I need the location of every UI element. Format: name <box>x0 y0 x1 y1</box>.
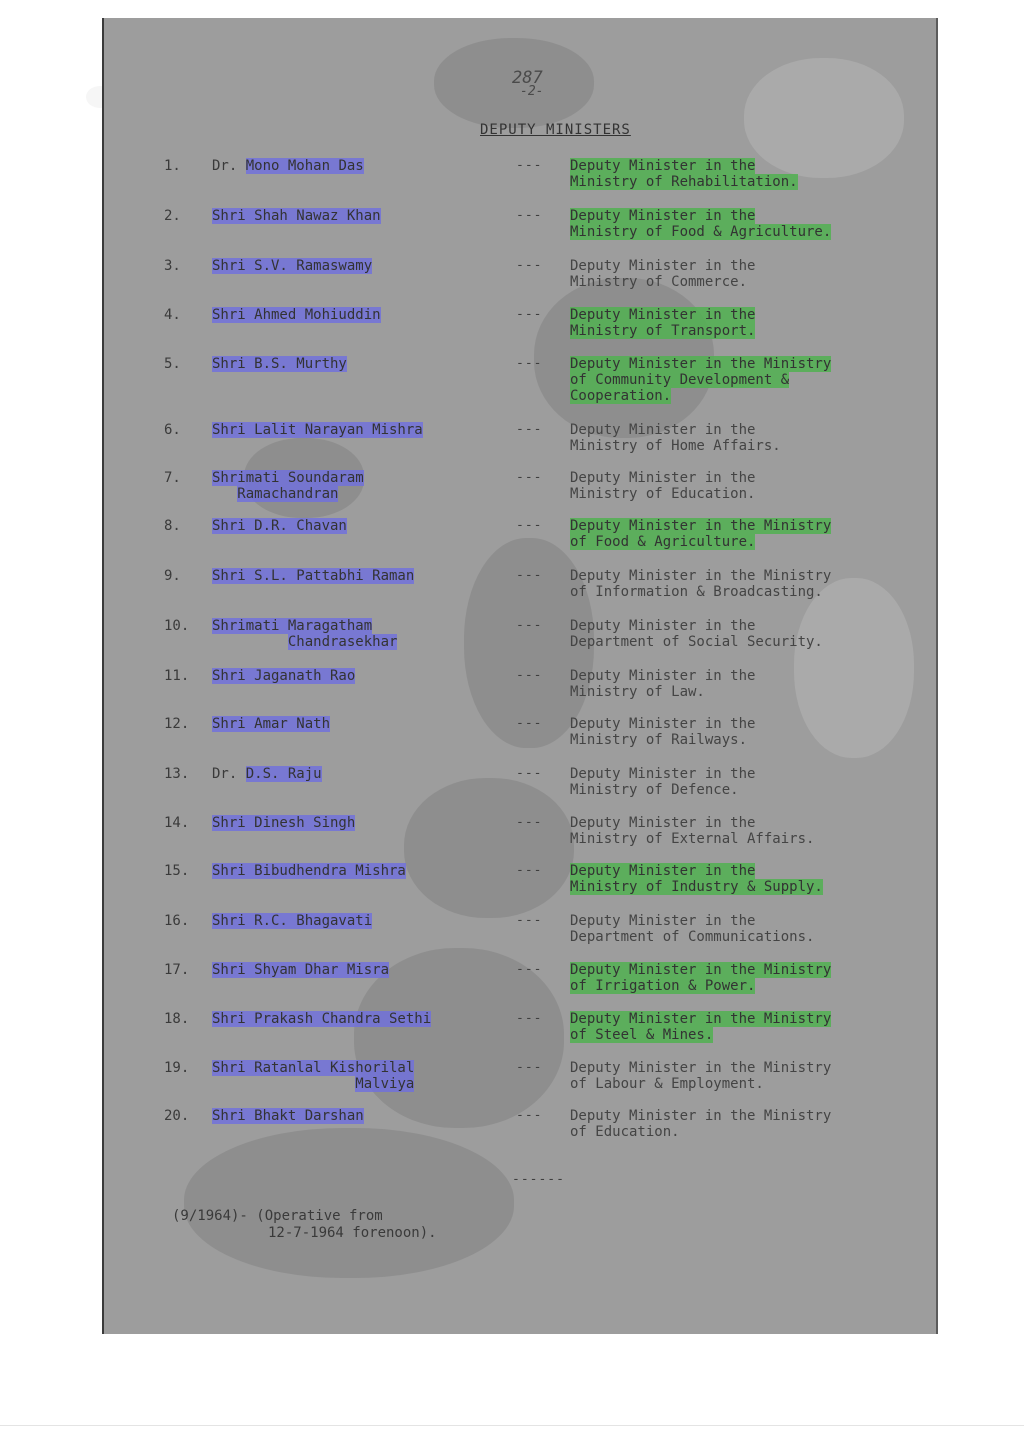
ministry-line: of Labour & Employment. <box>570 1076 764 1092</box>
ministry-line: Deputy Minister in the <box>570 208 756 224</box>
list-item: 7. Shrimati Soundaram Ramachandran --- Deputy Minister in the Ministry of Education. <box>164 470 756 502</box>
minister-name: Shrimati Soundaram <box>212 470 364 486</box>
list-item: 15. Shri Bibudhendra Mishra --- Deputy Minister in the Ministry of Industry & Supply. <box>164 863 823 895</box>
page-title: DEPUTY MINISTERS <box>480 122 631 138</box>
minister-name: Chandrasekhar <box>287 634 398 650</box>
ministry-line: of Information & Broadcasting. <box>570 584 823 600</box>
minister-name: Shri Jaganath Rao <box>212 668 356 684</box>
list-item: 10. Shrimati Maragatham Chandrasekhar --- Deputy Minister in the Department of Social Security. <box>164 618 823 650</box>
ministry-line: Deputy Minister in the Ministry <box>570 518 832 534</box>
list-item: 4. Shri Ahmed Mohiuddin --- Deputy Minister in the Ministry of Transport. <box>164 307 756 339</box>
list-item: 19. Shri Ratanlal Kishorilal Malviya --- Deputy Minister in the Ministry of Labour & Employment. <box>164 1060 832 1092</box>
ministry-line: of Irrigation & Power. <box>570 978 756 994</box>
minister-name: Mono Mohan Das <box>245 158 364 174</box>
ministry-line: Deputy Minister in the <box>570 422 756 438</box>
ministry-line: Deputy Minister in the <box>570 815 756 831</box>
minister-name: Shri Dinesh Singh <box>212 815 356 831</box>
list-item: 8. Shri D.R. Chavan --- Deputy Minister in the Ministry of Food & Agriculture. <box>164 518 832 550</box>
list-item: 13. Dr. D.S. Raju --- Deputy Minister in the Ministry of Defence. <box>164 766 756 798</box>
ministry-line: Deputy Minister in the Ministry <box>570 962 832 978</box>
minister-name: Shri Shyam Dhar Misra <box>212 962 390 978</box>
ministry-line: Deputy Minister in the <box>570 307 756 323</box>
ministry-line: Department of Communications. <box>570 929 815 945</box>
ministry-line: Deputy Minister in the Ministry <box>570 1108 832 1124</box>
list-item: 11. Shri Jaganath Rao --- Deputy Minister in the Ministry of Law. <box>164 668 756 700</box>
ministry-line: Ministry of Food & Agriculture. <box>570 224 832 240</box>
minister-name: Shri Lalit Narayan Mishra <box>212 422 423 438</box>
list-item: 1. Dr. Mono Mohan Das --- Deputy Minister in the Ministry of Rehabilitation. <box>164 158 798 190</box>
ministry-line: Ministry of Education. <box>570 486 756 502</box>
minister-name: Shri B.S. Murthy <box>212 356 347 372</box>
minister-name: Shri Amar Nath <box>212 716 331 732</box>
ministry-line: of Community Development & <box>570 372 790 388</box>
ministry-line: of Steel & Mines. <box>570 1027 714 1043</box>
ministry-line: Deputy Minister in the <box>570 470 756 486</box>
minister-name: Malviya <box>355 1076 415 1092</box>
ministry-line: Deputy Minister in the <box>570 913 756 929</box>
minister-name: Shri Shah Nawaz Khan <box>212 208 381 224</box>
ministry-line: Deputy Minister in the <box>570 618 756 634</box>
ministry-line: Deputy Minister in the Ministry <box>570 568 832 584</box>
minister-name: D.S. Raju <box>245 766 322 782</box>
minister-name: Shri R.C. Bhagavati <box>212 913 373 929</box>
minister-name: Shri S.L. Pattabhi Raman <box>212 568 415 584</box>
ministry-line: Ministry of Law. <box>570 684 705 700</box>
footnote: (9/1964)- (Operative from 12-7-1964 forenoon). <box>172 1208 437 1241</box>
ministry-line: Ministry of External Affairs. <box>570 831 815 847</box>
ministry-line: Ministry of Transport. <box>570 323 756 339</box>
list-item: 16. Shri R.C. Bhagavati --- Deputy Minister in the Department of Communications. <box>164 913 815 945</box>
minister-name: Shri Ahmed Mohiuddin <box>212 307 381 323</box>
ministry-line: Deputy Minister in the Ministry <box>570 356 832 372</box>
ministry-line: Ministry of Defence. <box>570 782 739 798</box>
ministry-line: Deputy Minister in the <box>570 716 756 732</box>
ministry-line: Deputy Minister in the <box>570 258 756 274</box>
list-item: 3. Shri S.V. Ramaswamy --- Deputy Minister in the Ministry of Commerce. <box>164 258 756 290</box>
minister-name: Ramachandran <box>237 486 339 502</box>
minister-name: Shri Bibudhendra Mishra <box>212 863 406 879</box>
list-item: 17. Shri Shyam Dhar Misra --- Deputy Minister in the Ministry of Irrigation & Power. <box>164 962 832 994</box>
ministry-line: Deputy Minister in the <box>570 863 756 879</box>
minister-name: Shrimati Maragatham <box>212 618 373 634</box>
list-item: 20. Shri Bhakt Darshan --- Deputy Minister in the Ministry of Education. <box>164 1108 832 1140</box>
end-separator: ------ <box>512 1172 565 1187</box>
list-item: 2. Shri Shah Nawaz Khan --- Deputy Minister in the Ministry of Food & Agriculture. <box>164 208 832 240</box>
ministry-line: Deputy Minister in the Ministry <box>570 1011 832 1027</box>
minister-name: Shri S.V. Ramaswamy <box>212 258 373 274</box>
ministry-line: Deputy Minister in the Ministry <box>570 1060 832 1076</box>
page-number: 287 -2- <box>512 68 544 99</box>
list-item: 12. Shri Amar Nath --- Deputy Minister in the Ministry of Railways. <box>164 716 756 748</box>
ministry-line: Deputy Minister in the <box>570 766 756 782</box>
list-item: 18. Shri Prakash Chandra Sethi --- Deputy Minister in the Ministry of Steel & Mines. <box>164 1011 832 1043</box>
minister-name: Shri D.R. Chavan <box>212 518 347 534</box>
ministry-line: of Food & Agriculture. <box>570 534 756 550</box>
scanned-page <box>102 18 938 1334</box>
page-edge <box>936 18 938 1334</box>
list-item: 14. Shri Dinesh Singh --- Deputy Minister in the Ministry of External Affairs. <box>164 815 815 847</box>
ministry-line: Ministry of Rehabilitation. <box>570 174 798 190</box>
minister-name: Shri Ratanlal Kishorilal <box>212 1060 415 1076</box>
list-item: 5. Shri B.S. Murthy --- Deputy Minister in the Ministry of Community Development & Cooperation. <box>164 356 832 404</box>
ministry-line: Cooperation. <box>570 388 672 404</box>
ministry-line: of Education. <box>570 1124 680 1140</box>
list-item: 6. Shri Lalit Narayan Mishra --- Deputy Minister in the Ministry of Home Affairs. <box>164 422 781 454</box>
minister-name: Shri Bhakt Darshan <box>212 1108 364 1124</box>
ministry-line: Ministry of Commerce. <box>570 274 748 290</box>
list-item: 9. Shri S.L. Pattabhi Raman --- Deputy Minister in the Ministry of Information & Broadcasting. <box>164 568 832 600</box>
ministry-line: Deputy Minister in the <box>570 158 756 174</box>
minister-name: Shri Prakash Chandra Sethi <box>212 1011 432 1027</box>
divider <box>0 1425 1024 1426</box>
ministry-line: Ministry of Railways. <box>570 732 748 748</box>
ministry-line: Department of Social Security. <box>570 634 823 650</box>
ministry-line: Ministry of Industry & Supply. <box>570 879 823 895</box>
ministry-line: Ministry of Home Affairs. <box>570 438 781 454</box>
ministry-line: Deputy Minister in the <box>570 668 756 684</box>
